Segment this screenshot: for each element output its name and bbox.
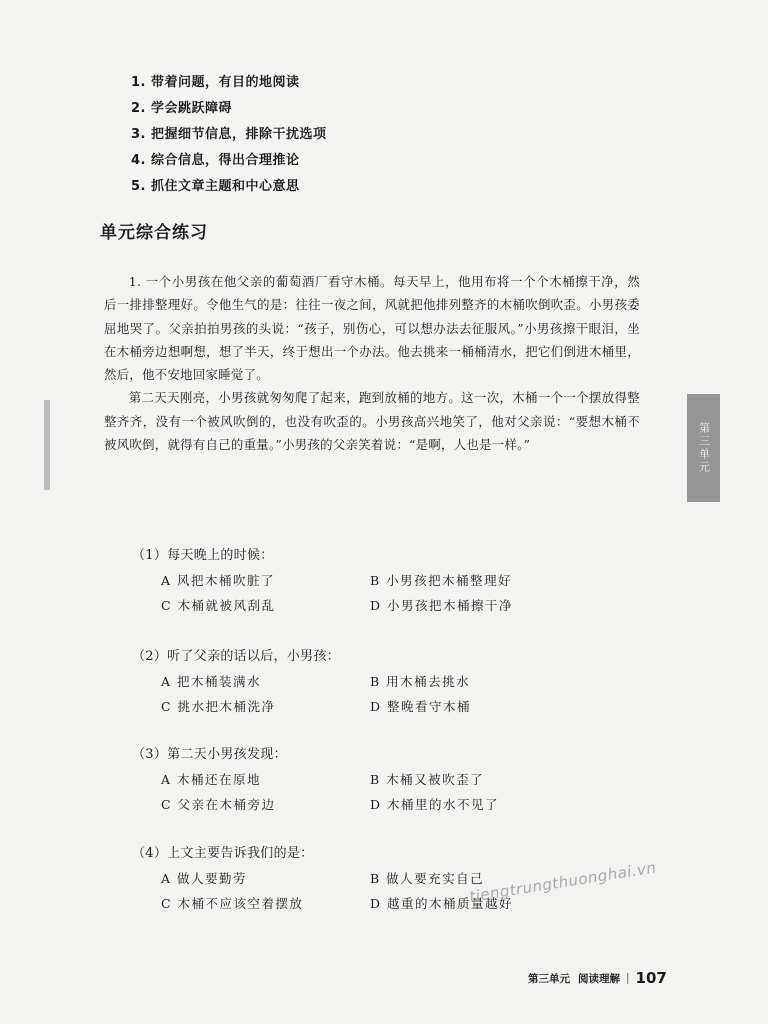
strategy-item: 2. 学会跳跃障碍: [131, 101, 233, 116]
option-a: A 风把木桶吹脏了: [161, 573, 276, 588]
option-a: A 木桶还在原地: [161, 772, 262, 787]
strategy-item: 1. 带着问题，有目的地阅读: [131, 75, 300, 90]
option-c: C 木桶就被风刮乱: [161, 598, 276, 613]
section-title: 单元综合练习: [100, 223, 208, 243]
footer-unit: 第三单元: [528, 972, 570, 985]
option-b: B 用木桶去挑水: [370, 674, 471, 689]
passage-paragraph: 1. 一个小男孩在他父亲的葡萄酒厂看守木桶。每天早上，他用布将一个个木桶擦干净，然后一排排整理好。令他生气的是：往往一夜之间，风就把他排列整齐的木桶吹倒吹歪。小男孩委屈地哭了。父亲拍拍男孩的头说：“孩子，别伤心，可以想办法去征服风。”小男孩擦干眼泪，坐在木桶旁边想啊想，想了半天，终于想出一个办法。他去挑来一桶桶清水，把它们倒进木桶里，然后，他不安地回家睡觉了。: [104, 274, 640, 383]
question-stem: （3）第二天小男孩发现：: [132, 747, 287, 762]
strategy-item: 5. 抓住文章主题和中心意思: [131, 179, 300, 194]
reading-passage: [104, 270, 640, 456]
option-a: A 把木桶装满水: [161, 674, 262, 689]
question-stem: （1）每天晚上的时候：: [132, 548, 274, 563]
page-number: 107: [635, 969, 667, 987]
watermark: tiengtrungthuonghai.vn: [468, 858, 658, 906]
unit-tab: 第三单元: [687, 394, 720, 502]
page-footer: [528, 969, 667, 987]
option-d: D 木桶里的水不见了: [370, 797, 499, 812]
question-stem: （4）上文主要告诉我们的是：: [132, 846, 314, 861]
footer-separator: |: [626, 972, 630, 984]
option-c: C 父亲在木桶旁边: [161, 797, 276, 812]
option-c: C 木桶不应该空着摆放: [161, 896, 304, 911]
strategy-item: 3. 把握细节信息，排除干扰选项: [131, 127, 327, 142]
strategy-item: 4. 综合信息，得出合理推论: [131, 153, 300, 168]
question-1: [132, 544, 570, 618]
passage-paragraph: 第二天天刚亮，小男孩就匆匆爬了起来，跑到放桶的地方。这一次，木桶一个一个摆放得整整齐齐，没有一个被风吹倒的，也没有吹歪的。小男孩高兴地笑了，他对父亲说：“要想木桶不被风吹倒，就得有自己的重量。”小男孩的父亲笑着说：“是啊，人也是一样。”: [104, 390, 640, 453]
option-d: D 越重的木桶质量越好: [370, 896, 513, 911]
option-a: A 做人要勤劳: [161, 871, 248, 886]
option-c: C 挑水把木桶洗净: [161, 699, 276, 714]
option-d: D 整晚看守木桶: [370, 699, 471, 714]
margin-mark: [44, 400, 50, 490]
footer-topic: 阅读理解: [578, 972, 620, 985]
question-2: [132, 645, 570, 719]
question-3: [132, 743, 570, 817]
question-options: [161, 767, 570, 817]
question-options: [161, 568, 570, 618]
question-options: [161, 669, 570, 719]
question-stem: （2）听了父亲的话以后，小男孩：: [132, 649, 341, 664]
strategy-list: [131, 70, 327, 200]
option-b: B 木桶又被吹歪了: [370, 772, 485, 787]
question-4: [132, 842, 570, 916]
option-b: B 小男孩把木桶整理好: [370, 573, 513, 588]
option-b: B 做人要充实自己: [370, 871, 485, 886]
option-d: D 小男孩把木桶擦干净: [370, 598, 513, 613]
